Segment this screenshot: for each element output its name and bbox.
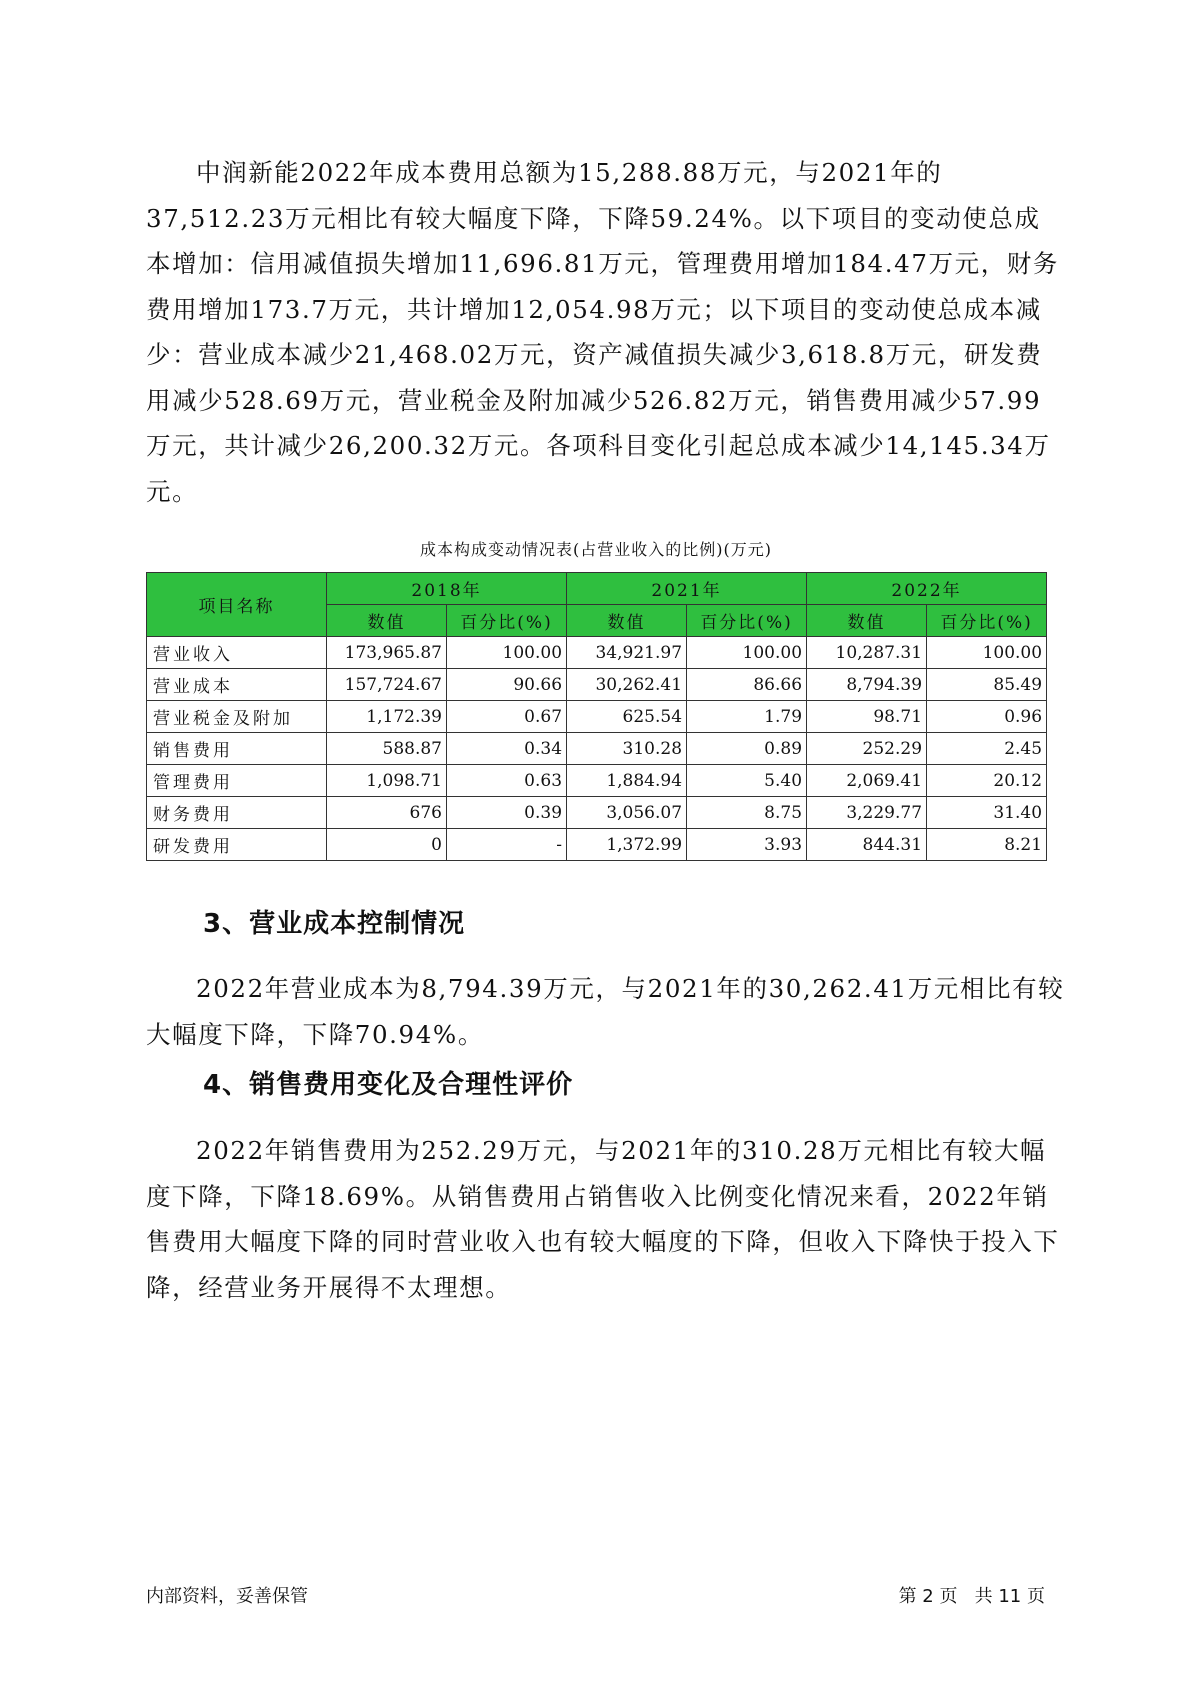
cell-value: 2,069.41	[807, 765, 927, 797]
cell-percent: 85.49	[927, 669, 1047, 701]
cell-value: 98.71	[807, 701, 927, 733]
row-label: 研发费用	[147, 829, 327, 861]
cell-percent: 0.34	[447, 733, 567, 765]
table-row	[147, 765, 1047, 797]
cell-percent: 0.39	[447, 797, 567, 829]
row-label: 管理费用	[147, 765, 327, 797]
cell-value: 3,056.07	[567, 797, 687, 829]
header-percent: 百分比(%)	[927, 605, 1047, 637]
row-label: 财务费用	[147, 797, 327, 829]
paragraph-total-cost: 中润新能2022年成本费用总额为15,288.88万元，与2021年的37,512.23万元相比有较大幅度下降，下降59.24%。以下项目的变动使总成本增加：信用减值损失增加11,696.81万元，管理费用增加184.47万元，财务费用增加173.7万元，共计增加12,054.98万元；以下项目的变动使总成本减少：营业成本减少21,468.02万元，资产减值损失减少3,618.8万元，研发费用减少528.69万元，营业税金及附加减少526.82万元，销售费用减少57.99万元，共计减少26,200.32万元。各项科目变化引起总成本减少14,145.34万元。	[146, 158, 1060, 506]
table-body	[147, 637, 1047, 861]
cell-value: 0	[327, 829, 447, 861]
cell-value: 173,965.87	[327, 637, 447, 669]
cell-value: 157,724.67	[327, 669, 447, 701]
cell-value: 30,262.41	[567, 669, 687, 701]
cell-value: 676	[327, 797, 447, 829]
cell-value: 34,921.97	[567, 637, 687, 669]
cell-percent: -	[447, 829, 567, 861]
cell-percent: 1.79	[687, 701, 807, 733]
header-year-2022: 2022年	[807, 573, 1047, 605]
footer-confidential-note: 内部资料，妥善保管	[146, 1586, 308, 1607]
cell-percent: 100.00	[927, 637, 1047, 669]
table-caption: 成本构成变动情况表(占营业收入的比例)(万元)	[420, 540, 772, 559]
cell-value: 1,884.94	[567, 765, 687, 797]
cell-value: 8,794.39	[807, 669, 927, 701]
cell-percent: 90.66	[447, 669, 567, 701]
section-heading-operating-cost: 3、营业成本控制情况	[203, 909, 466, 939]
cell-value: 1,172.39	[327, 701, 447, 733]
header-value: 数值	[807, 605, 927, 637]
header-year-2021: 2021年	[567, 573, 807, 605]
table-row	[147, 669, 1047, 701]
cell-percent: 8.21	[927, 829, 1047, 861]
cell-percent: 8.75	[687, 797, 807, 829]
cell-percent: 86.66	[687, 669, 807, 701]
footer-page-number: 第 2 页 共 11 页	[898, 1586, 1045, 1607]
cell-value: 3,229.77	[807, 797, 927, 829]
cell-value: 1,372.99	[567, 829, 687, 861]
cell-value: 10,287.31	[807, 637, 927, 669]
header-percent: 百分比(%)	[447, 605, 567, 637]
cell-percent: 0.96	[927, 701, 1047, 733]
row-label: 营业成本	[147, 669, 327, 701]
cell-percent: 31.40	[927, 797, 1047, 829]
table-row	[147, 637, 1047, 669]
cell-percent: 0.89	[687, 733, 807, 765]
paragraph-operating-cost: 2022年营业成本为8,794.39万元，与2021年的30,262.41万元相比有较大幅度下降，下降70.94%。	[146, 974, 1065, 1049]
table-row	[147, 829, 1047, 861]
cell-percent: 2.45	[927, 733, 1047, 765]
cell-percent: 5.40	[687, 765, 807, 797]
row-label: 营业税金及附加	[147, 701, 327, 733]
header-item-name: 项目名称	[147, 573, 327, 637]
header-percent: 百分比(%)	[687, 605, 807, 637]
header-year-2018: 2018年	[327, 573, 567, 605]
row-label: 销售费用	[147, 733, 327, 765]
cell-value: 252.29	[807, 733, 927, 765]
cell-value: 1,098.71	[327, 765, 447, 797]
cell-percent: 0.67	[447, 701, 567, 733]
table-row	[147, 797, 1047, 829]
cell-percent: 3.93	[687, 829, 807, 861]
cell-percent: 0.63	[447, 765, 567, 797]
cell-percent: 100.00	[687, 637, 807, 669]
section-heading-sales-expense: 4、销售费用变化及合理性评价	[203, 1070, 574, 1100]
cost-structure-table	[146, 572, 1047, 861]
row-label: 营业收入	[147, 637, 327, 669]
cell-value: 844.31	[807, 829, 927, 861]
cell-percent: 100.00	[447, 637, 567, 669]
cell-value: 588.87	[327, 733, 447, 765]
table-row	[147, 733, 1047, 765]
cell-value: 625.54	[567, 701, 687, 733]
cell-value: 310.28	[567, 733, 687, 765]
header-value: 数值	[327, 605, 447, 637]
paragraph-sales-expense: 2022年销售费用为252.29万元，与2021年的310.28万元相比有较大幅度下降，下降18.69%。从销售费用占销售收入比例变化情况来看，2022年销售费用大幅度下降的同时营业收入也有较大幅度的下降，但收入下降快于投入下降，经营业务开展得不太理想。	[146, 1136, 1060, 1302]
table-row	[147, 701, 1047, 733]
header-value: 数值	[567, 605, 687, 637]
cell-percent: 20.12	[927, 765, 1047, 797]
